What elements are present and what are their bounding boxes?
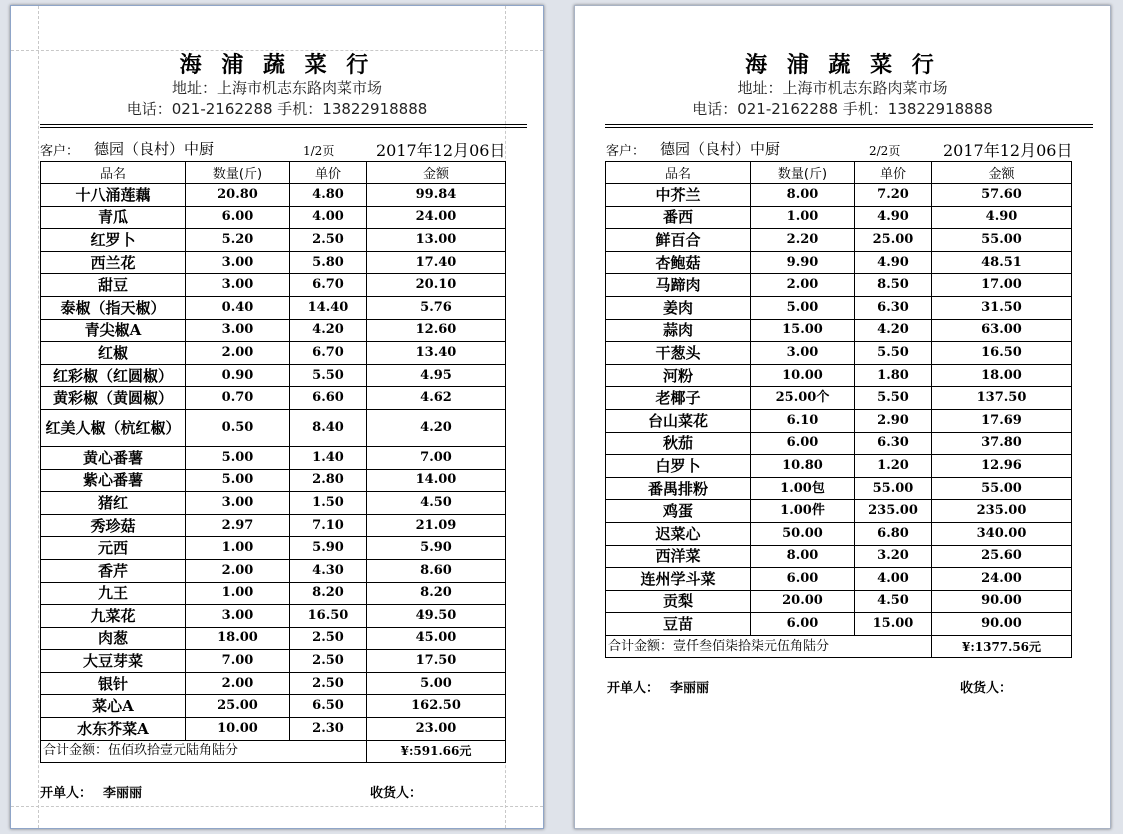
item-name: 豆苗	[606, 613, 751, 636]
table-row	[606, 342, 1072, 365]
item-amount: 8.20	[367, 582, 506, 605]
item-price: 4.30	[290, 559, 367, 582]
item-price: 2.80	[290, 469, 367, 492]
table-row	[41, 469, 506, 492]
table-row	[41, 342, 506, 365]
item-amount: 17.50	[367, 650, 506, 673]
item-name: 九菜花	[41, 605, 186, 628]
customer-name: 德园（良村）中厨	[660, 140, 781, 158]
item-name: 菜心A	[41, 695, 186, 718]
item-price: 4.00	[290, 206, 367, 229]
table-row	[41, 184, 506, 207]
item-amount: 55.00	[932, 229, 1072, 252]
item-name: 杏鲍菇	[606, 251, 751, 274]
table-row	[606, 590, 1072, 613]
item-price: 5.50	[855, 387, 932, 410]
table-row	[606, 296, 1072, 319]
item-quantity: 20.00	[751, 590, 855, 613]
item-price: 235.00	[855, 500, 932, 523]
item-quantity: 2.00	[751, 274, 855, 297]
table-row	[41, 627, 506, 650]
item-quantity: 0.50	[186, 409, 290, 446]
item-name: 大豆芽菜	[41, 650, 186, 673]
item-price: 4.20	[855, 319, 932, 342]
item-quantity: 6.10	[751, 409, 855, 432]
table-header-row	[41, 162, 506, 184]
item-quantity: 20.80	[186, 184, 290, 207]
item-quantity: 9.90	[751, 251, 855, 274]
item-price: 3.20	[855, 545, 932, 568]
item-quantity: 8.00	[751, 184, 855, 207]
page-number: 1/2页	[303, 144, 335, 158]
item-amount: 31.50	[932, 296, 1072, 319]
item-price: 6.30	[855, 432, 932, 455]
item-amount: 55.00	[932, 477, 1072, 500]
item-quantity: 2.00	[186, 672, 290, 695]
item-amount: 5.90	[367, 537, 506, 560]
item-quantity: 2.20	[751, 229, 855, 252]
invoice-date: 2017年12月06日	[943, 141, 1073, 160]
item-name: 香芹	[41, 559, 186, 582]
table-row	[41, 582, 506, 605]
item-amount: 4.50	[367, 492, 506, 515]
item-price: 4.90	[855, 206, 932, 229]
item-price: 1.80	[855, 364, 932, 387]
table-header-row	[606, 162, 1072, 184]
item-amount: 4.95	[367, 364, 506, 387]
total-words: 伍佰玖拾壹元陆角陆分	[108, 743, 239, 759]
item-amount: 17.00	[932, 274, 1072, 297]
item-amount: 4.90	[932, 206, 1072, 229]
table-row	[41, 650, 506, 673]
table-row	[41, 319, 506, 342]
column-header-price: 单价	[855, 162, 932, 184]
item-price: 6.60	[290, 387, 367, 410]
item-quantity: 0.40	[186, 296, 290, 319]
shop-address: 地址：上海市机志东路肉菜市场	[737, 79, 948, 97]
item-price: 8.40	[290, 409, 367, 446]
total-row	[606, 635, 1072, 658]
item-amount: 162.50	[367, 695, 506, 718]
item-amount: 137.50	[932, 387, 1072, 410]
table-row	[606, 319, 1072, 342]
item-price: 2.90	[855, 409, 932, 432]
item-price: 4.90	[855, 251, 932, 274]
table-row	[606, 206, 1072, 229]
item-amount: 13.40	[367, 342, 506, 365]
item-name: 青瓜	[41, 206, 186, 229]
total-in-words	[41, 740, 367, 763]
table-row	[41, 446, 506, 469]
item-price: 1.40	[290, 446, 367, 469]
item-price: 8.50	[855, 274, 932, 297]
header-rule	[40, 127, 527, 128]
table-row	[41, 206, 506, 229]
item-quantity: 7.00	[186, 650, 290, 673]
item-amount: 12.96	[932, 455, 1072, 478]
item-amount: 37.80	[932, 432, 1072, 455]
item-name: 秋茄	[606, 432, 751, 455]
page-number: 2/2页	[869, 144, 901, 158]
column-header-amount: 金额	[932, 162, 1072, 184]
item-amount: 12.60	[367, 319, 506, 342]
item-price: 2.50	[290, 229, 367, 252]
item-quantity: 5.00	[751, 296, 855, 319]
total-amount: ¥:591.66元	[367, 740, 506, 763]
column-header-qty: 数量(斤)	[751, 162, 855, 184]
item-amount: 18.00	[932, 364, 1072, 387]
item-quantity: 1.00件	[751, 500, 855, 523]
item-price: 4.50	[855, 590, 932, 613]
item-price: 7.20	[855, 184, 932, 207]
column-header-qty: 数量(斤)	[186, 162, 290, 184]
table-row	[41, 296, 506, 319]
item-quantity: 5.00	[186, 446, 290, 469]
item-name: 老椰子	[606, 387, 751, 410]
item-quantity: 25.00	[186, 695, 290, 718]
item-amount: 99.84	[367, 184, 506, 207]
item-quantity: 10.00	[186, 718, 290, 741]
item-name: 红美人椒（杭红椒）	[41, 409, 186, 446]
table-row	[41, 409, 506, 446]
item-name: 九王	[41, 582, 186, 605]
item-price: 2.30	[290, 718, 367, 741]
item-name: 十八涌莲藕	[41, 184, 186, 207]
item-name: 甜豆	[41, 274, 186, 297]
item-price: 6.30	[855, 296, 932, 319]
customer-label: 客户：	[40, 144, 80, 159]
item-quantity: 6.00	[751, 568, 855, 591]
item-price: 25.00	[855, 229, 932, 252]
item-name: 紫心番薯	[41, 469, 186, 492]
item-name: 红彩椒（红圆椒）	[41, 364, 186, 387]
item-name: 肉葱	[41, 627, 186, 650]
item-price: 2.50	[290, 650, 367, 673]
item-amount: 90.00	[932, 590, 1072, 613]
item-name: 番西	[606, 206, 751, 229]
item-quantity: 1.00	[186, 582, 290, 605]
item-price: 6.70	[290, 274, 367, 297]
item-price: 8.20	[290, 582, 367, 605]
issuer-label: 开单人：	[607, 681, 660, 696]
table-row	[606, 455, 1072, 478]
item-quantity: 1.00	[751, 206, 855, 229]
item-quantity: 2.97	[186, 514, 290, 537]
item-amount: 17.40	[367, 251, 506, 274]
table-row	[41, 559, 506, 582]
table-row	[606, 251, 1072, 274]
item-quantity: 3.00	[186, 274, 290, 297]
item-quantity: 6.00	[186, 206, 290, 229]
item-name: 红椒	[41, 342, 186, 365]
item-name: 鲜百合	[606, 229, 751, 252]
item-quantity: 6.00	[751, 432, 855, 455]
item-quantity: 25.00个	[751, 387, 855, 410]
table-row	[606, 229, 1072, 252]
issuer-name: 李丽丽	[103, 786, 143, 801]
item-price: 16.50	[290, 605, 367, 628]
item-name: 元西	[41, 537, 186, 560]
item-price: 2.50	[290, 672, 367, 695]
item-amount: 21.09	[367, 514, 506, 537]
shop-address: 地址：上海市机志东路肉菜市场	[171, 79, 382, 97]
item-quantity: 2.00	[186, 559, 290, 582]
item-amount: 13.00	[367, 229, 506, 252]
item-price: 4.80	[290, 184, 367, 207]
item-quantity: 1.00	[186, 537, 290, 560]
shop-name: 海 浦 蔬 菜 行	[745, 52, 940, 78]
item-name: 西兰花	[41, 251, 186, 274]
item-name: 干葱头	[606, 342, 751, 365]
receiver-label: 收货人：	[960, 681, 1013, 696]
item-name: 猪红	[41, 492, 186, 515]
item-quantity: 3.00	[186, 251, 290, 274]
item-name: 番禺排粉	[606, 477, 751, 500]
column-header-name: 品名	[41, 162, 186, 184]
margin-guide	[11, 806, 543, 807]
item-amount: 63.00	[932, 319, 1072, 342]
item-name: 秀珍菇	[41, 514, 186, 537]
table-row	[41, 695, 506, 718]
item-quantity: 3.00	[186, 492, 290, 515]
shop-phone: 电话：021-2162288 手机：13822918888	[692, 100, 993, 118]
header-rule	[605, 127, 1093, 128]
header-rule	[40, 124, 527, 125]
item-price: 55.00	[855, 477, 932, 500]
table-row	[606, 432, 1072, 455]
item-amount: 14.00	[367, 469, 506, 492]
item-quantity: 10.80	[751, 455, 855, 478]
item-name: 连州学斗菜	[606, 568, 751, 591]
item-amount: 24.00	[367, 206, 506, 229]
invoice-date: 2017年12月06日	[376, 141, 506, 160]
item-quantity: 5.00	[186, 469, 290, 492]
item-amount: 49.50	[367, 605, 506, 628]
column-header-amount: 金额	[367, 162, 506, 184]
table-row	[41, 492, 506, 515]
item-name: 泰椒（指天椒）	[41, 296, 186, 319]
item-amount: 8.60	[367, 559, 506, 582]
item-amount: 45.00	[367, 627, 506, 650]
item-price: 7.10	[290, 514, 367, 537]
item-price: 1.50	[290, 492, 367, 515]
shop-phone: 电话：021-2162288 手机：13822918888	[126, 100, 428, 118]
table-row	[41, 514, 506, 537]
table-row	[606, 364, 1072, 387]
item-amount: 4.20	[367, 409, 506, 446]
item-amount: 20.10	[367, 274, 506, 297]
item-name: 红罗卜	[41, 229, 186, 252]
table-row	[606, 184, 1072, 207]
item-name: 姜肉	[606, 296, 751, 319]
table-row	[41, 387, 506, 410]
table-row	[606, 274, 1072, 297]
receiver-label: 收货人：	[370, 786, 423, 801]
item-quantity: 5.20	[186, 229, 290, 252]
total-amount: ¥:1377.56元	[932, 635, 1072, 658]
table-row	[606, 545, 1072, 568]
table-row	[606, 387, 1072, 410]
item-price: 14.40	[290, 296, 367, 319]
table-row	[41, 718, 506, 741]
item-quantity: 1.00包	[751, 477, 855, 500]
item-price: 5.50	[855, 342, 932, 365]
item-quantity: 3.00	[186, 605, 290, 628]
items-table	[40, 161, 506, 763]
item-name: 鸡蛋	[606, 500, 751, 523]
table-row	[41, 605, 506, 628]
table-row	[606, 409, 1072, 432]
item-amount: 7.00	[367, 446, 506, 469]
total-label: 合计金额：	[608, 638, 674, 654]
table-row	[41, 364, 506, 387]
items-table	[605, 161, 1072, 658]
item-price: 1.20	[855, 455, 932, 478]
item-price: 5.80	[290, 251, 367, 274]
item-quantity: 3.00	[751, 342, 855, 365]
item-name: 黄彩椒（黄圆椒）	[41, 387, 186, 410]
item-name: 蒜肉	[606, 319, 751, 342]
issuer-name: 李丽丽	[670, 681, 710, 696]
table-row	[606, 613, 1072, 636]
item-name: 黄心番薯	[41, 446, 186, 469]
item-amount: 23.00	[367, 718, 506, 741]
table-row	[41, 537, 506, 560]
item-quantity: 15.00	[751, 319, 855, 342]
item-quantity: 6.00	[751, 613, 855, 636]
customer-name: 德园（良村）中厨	[94, 140, 215, 158]
margin-guide	[38, 6, 39, 828]
item-quantity: 2.00	[186, 342, 290, 365]
invoice-page-2	[574, 5, 1111, 829]
table-row	[606, 500, 1072, 523]
item-price: 2.50	[290, 627, 367, 650]
item-quantity: 10.00	[751, 364, 855, 387]
item-name: 水东芥菜A	[41, 718, 186, 741]
table-row	[41, 229, 506, 252]
total-row	[41, 740, 506, 763]
item-amount: 24.00	[932, 568, 1072, 591]
customer-label: 客户：	[606, 144, 646, 159]
item-quantity: 3.00	[186, 319, 290, 342]
header-rule	[605, 124, 1093, 125]
item-amount: 17.69	[932, 409, 1072, 432]
item-name: 河粉	[606, 364, 751, 387]
item-quantity: 8.00	[751, 545, 855, 568]
item-price: 5.50	[290, 364, 367, 387]
item-amount: 57.60	[932, 184, 1072, 207]
table-row	[606, 522, 1072, 545]
item-name: 贡梨	[606, 590, 751, 613]
item-amount: 48.51	[932, 251, 1072, 274]
item-amount: 235.00	[932, 500, 1072, 523]
item-amount: 16.50	[932, 342, 1072, 365]
item-quantity: 0.70	[186, 387, 290, 410]
item-price: 5.90	[290, 537, 367, 560]
table-row	[41, 274, 506, 297]
item-price: 4.00	[855, 568, 932, 591]
shop-name: 海 浦 蔬 菜 行	[179, 52, 375, 78]
table-row	[606, 477, 1072, 500]
item-amount: 25.60	[932, 545, 1072, 568]
table-row	[41, 672, 506, 695]
column-header-price: 单价	[290, 162, 367, 184]
item-name: 西洋菜	[606, 545, 751, 568]
invoice-page-1	[10, 5, 544, 829]
item-name: 青尖椒A	[41, 319, 186, 342]
item-price: 15.00	[855, 613, 932, 636]
item-price: 6.80	[855, 522, 932, 545]
total-label: 合计金额：	[43, 743, 109, 759]
item-quantity: 18.00	[186, 627, 290, 650]
item-price: 4.20	[290, 319, 367, 342]
item-quantity: 0.90	[186, 364, 290, 387]
item-quantity: 50.00	[751, 522, 855, 545]
item-amount: 4.62	[367, 387, 506, 410]
table-row	[606, 568, 1072, 591]
issuer-label: 开单人：	[40, 786, 93, 801]
item-amount: 5.00	[367, 672, 506, 695]
item-name: 迟菜心	[606, 522, 751, 545]
item-name: 银针	[41, 672, 186, 695]
item-amount: 340.00	[932, 522, 1072, 545]
item-name: 马蹄肉	[606, 274, 751, 297]
item-amount: 5.76	[367, 296, 506, 319]
total-words: 壹仟叁佰柒拾柒元伍角陆分	[673, 638, 830, 654]
table-row	[41, 251, 506, 274]
item-name: 中芥兰	[606, 184, 751, 207]
column-header-name: 品名	[606, 162, 751, 184]
item-amount: 90.00	[932, 613, 1072, 636]
item-price: 6.50	[290, 695, 367, 718]
item-name: 白罗卜	[606, 455, 751, 478]
total-in-words	[606, 635, 932, 658]
item-price: 6.70	[290, 342, 367, 365]
item-name: 台山菜花	[606, 409, 751, 432]
